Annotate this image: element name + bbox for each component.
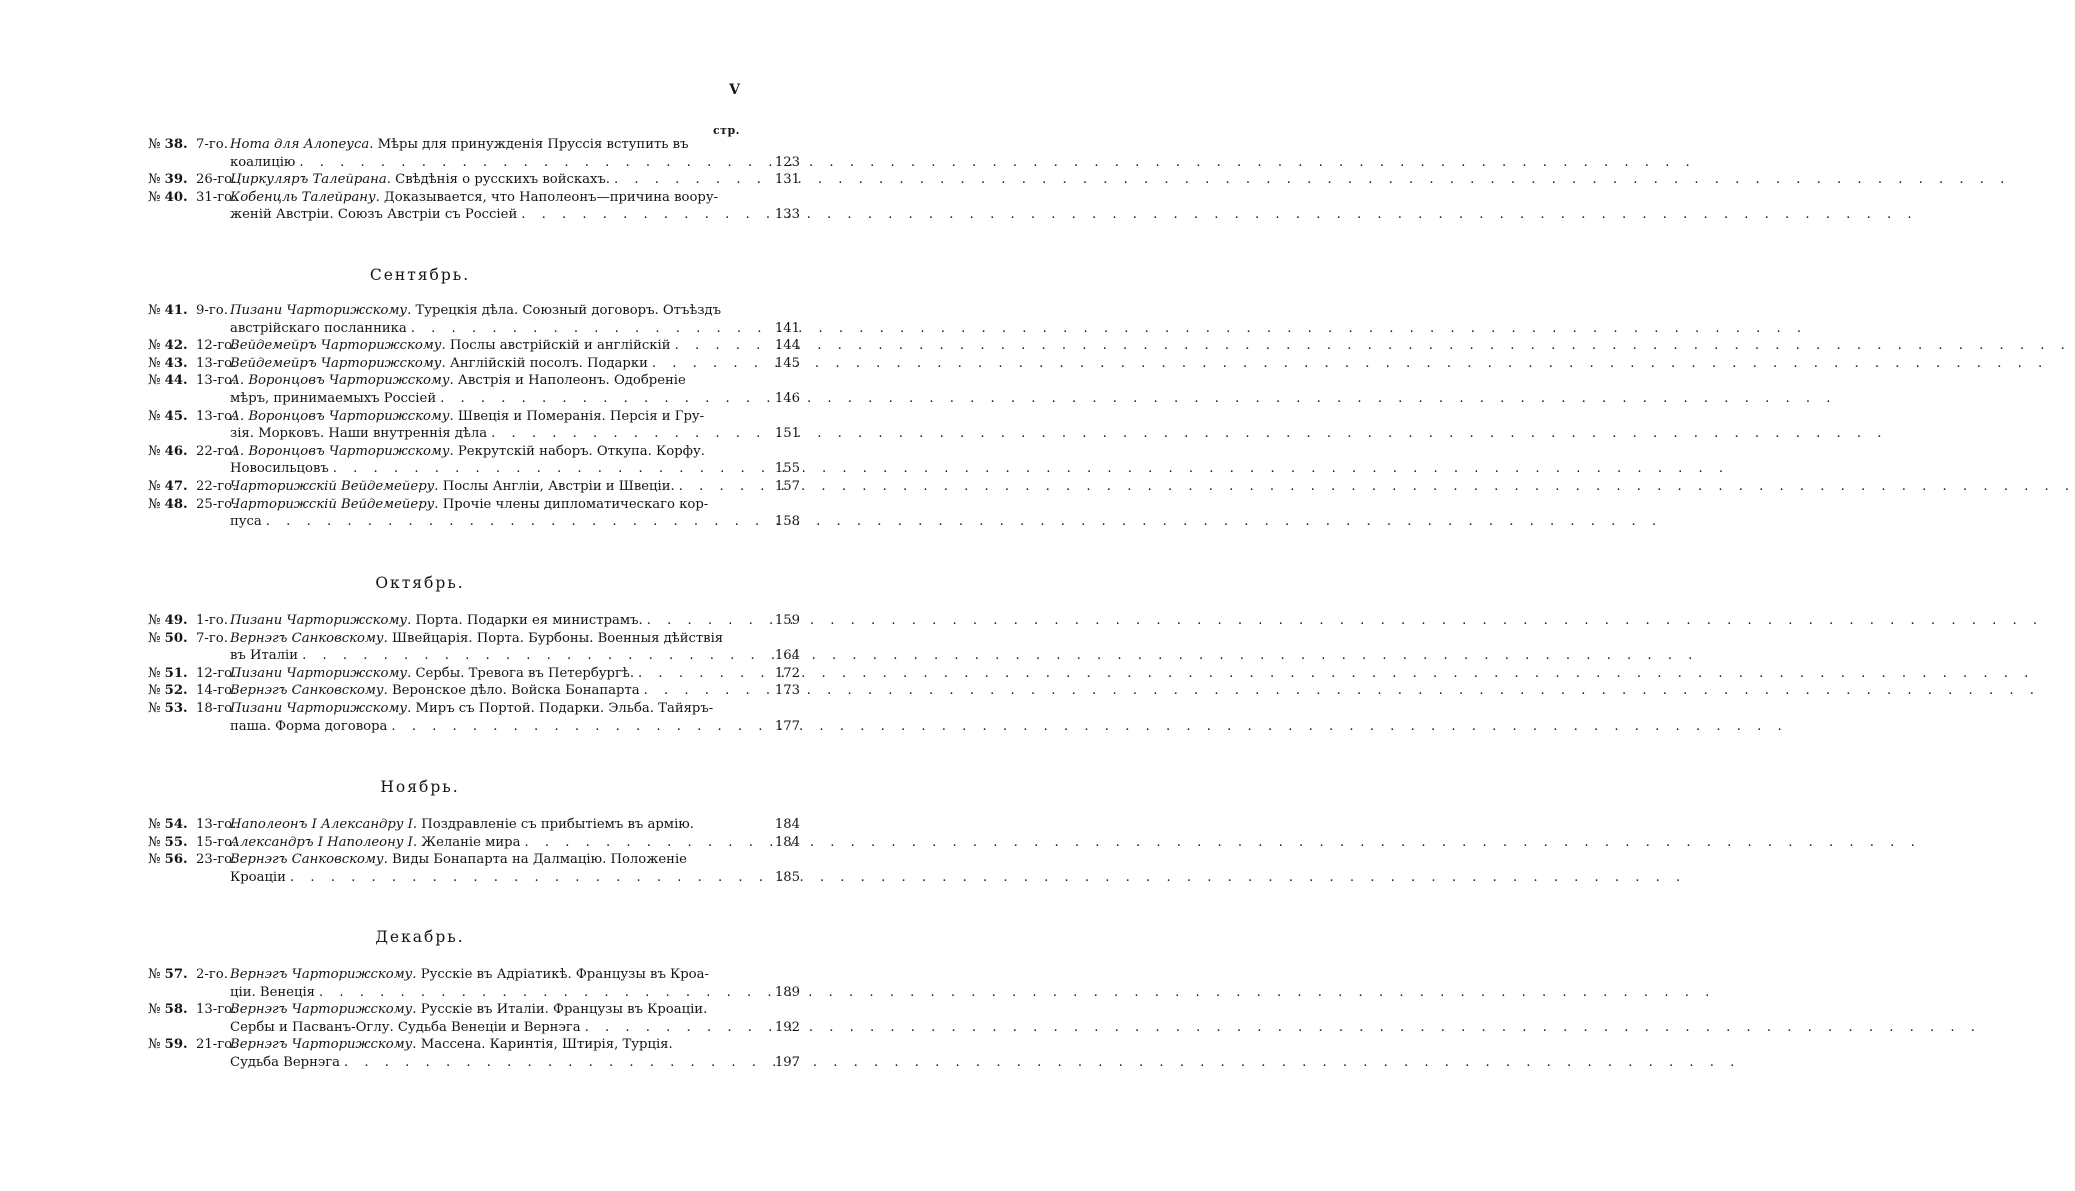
entry-text: Рекрутскій наборъ. Откупа. Корфу. — [457, 443, 705, 459]
toc-entry-38 — [148, 136, 800, 171]
toc-entry-58 — [148, 1001, 800, 1036]
entry-page: 133 — [774, 207, 800, 223]
entry-author: Пизани Чарторижскому. — [230, 665, 412, 681]
entry-number: № 42. — [148, 338, 188, 354]
entry-page: 172 — [774, 665, 800, 681]
toc-entry-55 — [148, 834, 800, 852]
entry-text: Свѣдѣнія о русскихъ войскахъ. — [395, 172, 611, 188]
entry-date: 25-го. — [196, 496, 237, 512]
entry-date: 14-го. — [196, 683, 237, 699]
entry-author: А. Воронцовъ Чарторижскому. — [230, 373, 454, 389]
entry-text: Русскіе въ Адріатикѣ. Французы въ Кроа- — [420, 967, 709, 982]
toc-entry-57 — [148, 966, 800, 1001]
entry-date: 12-го. — [196, 338, 237, 354]
entry-text: Порта. Подарки ея министрамъ. — [415, 613, 643, 628]
entry-author: Пизани Чарторижскому. — [230, 303, 412, 318]
entry-text: Желаніе мира — [421, 834, 521, 850]
entry-number: № 47. — [148, 478, 188, 494]
entry-author: Вернэгъ Чарторижскому. — [230, 967, 417, 982]
entry-text: Доказывается, что Наполеонъ—причина воору- — [384, 189, 719, 205]
entry-author: Александръ I Наполеону I. — [230, 834, 418, 850]
entry-number: № 48. — [148, 496, 188, 512]
entry-page: 192 — [774, 1019, 800, 1035]
entry-number: № 39. — [148, 172, 188, 188]
entry-date: 7-го. — [196, 137, 228, 152]
entry-text: Виды Бонапарта на Далмацію. Положеніе — [391, 852, 687, 868]
entry-page: 177 — [774, 718, 800, 734]
toc-entry-51 — [148, 665, 800, 683]
entry-author: Нота для Алопеуса. — [230, 137, 374, 152]
entry-text: Послы Англіи, Австріи и Швеціи. — [442, 478, 675, 494]
entry-author: А. Воронцовъ Чарторижскому. — [230, 408, 454, 424]
entry-text: Сербы и Пасванъ-Оглу. Судьба Венеціи и Вернэга — [230, 1019, 581, 1035]
entry-text: ціи. Венеція — [230, 984, 315, 1000]
entry-text: Швейцарія. Порта. Бурбоны. Военныя дѣйствія — [391, 630, 724, 646]
entry-number: № 38. — [148, 137, 188, 152]
entry-number: № 41. — [148, 303, 188, 318]
entry-page: 197 — [774, 1054, 800, 1070]
entry-text: Швеція и Померанія. Персія и Гру- — [457, 408, 705, 424]
entry-page: 145 — [774, 355, 800, 371]
entry-author: Чарторижскій Вейдемейеру. — [230, 478, 439, 494]
entry-author: Вейдемейръ Чарторижскому. — [230, 355, 446, 371]
toc-entry-48 — [148, 496, 800, 531]
entry-number: № 49. — [148, 613, 188, 628]
toc-entry-59 — [148, 1036, 800, 1071]
section-november — [148, 816, 800, 886]
entry-date: 13-го. — [196, 408, 237, 424]
entry-page: 157 — [774, 478, 800, 494]
entry-page: 185 — [774, 869, 800, 885]
entry-date: 13-го. — [196, 817, 237, 832]
entry-author: Вернэгъ Санковскому. — [230, 683, 388, 699]
entry-author: Наполеонъ I Александру I. — [230, 817, 418, 832]
entry-date: 13-го. — [196, 355, 237, 371]
entry-text: Веронское дѣло. Войска Бонапарта — [391, 683, 640, 699]
entry-text: Англійскій посолъ. Подарки — [449, 355, 648, 371]
entry-text: Судьба Вернэга — [230, 1054, 341, 1070]
entry-text: Миръ съ Портой. Подарки. Эльба. Тайяръ- — [415, 700, 714, 716]
entry-date: 15-го. — [196, 834, 237, 850]
toc-entry-46 — [148, 443, 800, 478]
entry-text: женій Австріи. Союзъ Австріи съ Россіей — [230, 207, 518, 223]
entry-text: Австрія и Наполеонъ. Одобреніе — [457, 373, 686, 389]
section-october — [148, 612, 800, 735]
entry-author: Вернэгъ Чарторижскому. — [230, 1037, 417, 1053]
entry-date: 13-го. — [196, 1002, 237, 1018]
entry-date: 1-го. — [196, 613, 228, 628]
entry-number: № 50. — [148, 630, 188, 646]
entry-text: Прочіе члены дипломатическаго кор- — [442, 496, 709, 512]
entry-page: 189 — [774, 984, 800, 1000]
entry-text: паша. Форма договора — [230, 718, 388, 734]
entry-number: № 57. — [148, 967, 188, 982]
entry-date: 31-го. — [196, 189, 237, 205]
entry-page: 173 — [774, 683, 800, 699]
month-heading-december: Декабрь. — [375, 928, 465, 946]
entry-page: 184 — [774, 817, 800, 832]
month-heading-october: Октябрь. — [375, 574, 465, 592]
entry-page: 123 — [774, 154, 800, 170]
entry-date: 26-го. — [196, 172, 237, 188]
entry-text: Кроаціи — [230, 869, 286, 885]
toc-entry-40 — [148, 189, 800, 224]
section-continuation — [148, 136, 800, 224]
entry-number: № 52. — [148, 683, 188, 699]
entry-page: 146 — [774, 390, 800, 406]
entry-author: Циркуляръ Талейрана. — [230, 172, 391, 188]
month-heading-september: Сентябрь. — [369, 266, 471, 284]
entry-text: пуса — [230, 514, 262, 530]
entry-text: Русскіе въ Италіи. Французы въ Кроаціи. — [420, 1002, 708, 1018]
entry-text: Послы австрійскій и англійскій — [449, 338, 671, 354]
month-heading-november: Ноябрь. — [380, 778, 460, 796]
entry-date: 9-го. — [196, 303, 228, 318]
toc-entry-49 — [148, 612, 800, 630]
entry-number: № 58. — [148, 1002, 188, 1018]
entry-author: А. Воронцовъ Чарторижскому. — [230, 443, 454, 459]
entry-date: 21-го. — [196, 1037, 237, 1053]
toc-entry-52 — [148, 682, 800, 700]
entry-text: Мѣры для принужденія Пруссія вступить въ — [377, 137, 689, 152]
entry-text: австрійскаго посланника — [230, 320, 407, 336]
entry-text: Новосильцовъ — [230, 461, 329, 477]
entry-date: 22-го. — [196, 478, 237, 494]
entry-number: № 54. — [148, 817, 188, 832]
entry-number: № 53. — [148, 700, 188, 716]
toc-entry-56 — [148, 851, 800, 886]
entry-page: 164 — [774, 648, 800, 664]
entry-number: № 59. — [148, 1037, 188, 1053]
toc-entry-44 — [148, 372, 800, 407]
entry-text: Поздравленіе съ прибытіемъ въ армію. — [421, 817, 694, 832]
entry-date: 23-го. — [196, 852, 237, 868]
entry-number: № 55. — [148, 834, 188, 850]
entry-author: Чарторижскій Вейдемейеру. — [230, 496, 439, 512]
entry-number: № 56. — [148, 852, 188, 868]
entry-text: въ Италіи — [230, 648, 299, 664]
entry-date: 12-го. — [196, 665, 237, 681]
toc-entry-42 — [148, 337, 800, 355]
page-folio: V — [729, 82, 740, 98]
entry-author: Вернэгъ Санковскому. — [230, 630, 388, 646]
section-december — [148, 966, 800, 1072]
entry-page: 155 — [774, 461, 800, 477]
entry-page: 131 — [774, 172, 800, 188]
toc-entry-39 — [148, 171, 800, 189]
entry-page: 159 — [774, 613, 800, 628]
toc-entry-43 — [148, 355, 800, 373]
entry-author: Кобенцль Талейрану. — [230, 189, 380, 205]
toc-entry-41 — [148, 302, 800, 337]
entry-author: Вейдемейръ Чарторижскому. — [230, 338, 446, 354]
entry-author: Вернэгъ Чарторижскому. — [230, 1002, 417, 1018]
entry-date: 18-го — [196, 700, 233, 716]
page-column-header: стр. — [712, 124, 740, 137]
entry-number: № 45. — [148, 408, 188, 424]
entry-text: коалицію — [230, 154, 296, 170]
toc-entry-45 — [148, 408, 800, 443]
entry-text: Массена. Каринтія, Штирія, Турція. — [420, 1037, 673, 1053]
entry-page: 184 — [774, 834, 800, 850]
entry-text: мѣръ, принимаемыхъ Россіей — [230, 390, 437, 406]
toc-entry-50 — [148, 630, 800, 665]
entry-author: Вернэгъ Санковскому. — [230, 852, 388, 868]
entry-author: Пизани Чарторижскому. — [230, 700, 412, 716]
toc-entry-54 — [148, 816, 800, 834]
entry-number: № 44. — [148, 373, 188, 389]
entry-number: № 46. — [148, 443, 188, 459]
document-page — [0, 0, 840, 1191]
entry-date: 22-го. — [196, 443, 237, 459]
section-september — [148, 302, 800, 531]
toc-entry-47 — [148, 478, 800, 496]
entry-number: № 51. — [148, 665, 188, 681]
entry-date: 13-го. — [196, 373, 237, 389]
entry-page: 151 — [774, 426, 800, 442]
entry-page: 144 — [774, 338, 800, 354]
entry-text: зія. Морковъ. Наши внутреннія дѣла — [230, 426, 488, 442]
entry-author: Пизани Чарторижскому. — [230, 613, 412, 628]
entry-number: № 43. — [148, 355, 188, 371]
entry-page: 158 — [774, 514, 800, 530]
entry-date: 7-го. — [196, 630, 228, 646]
entry-text: Сербы. Тревога въ Петербургѣ. — [415, 665, 635, 681]
entry-page: 141 — [774, 320, 800, 336]
entry-date: 2-го. — [196, 967, 228, 982]
toc-entry-53 — [148, 700, 800, 735]
entry-number: № 40. — [148, 189, 188, 205]
entry-text: Турецкія дѣла. Союзный договоръ. Отъѣздъ — [415, 303, 722, 318]
